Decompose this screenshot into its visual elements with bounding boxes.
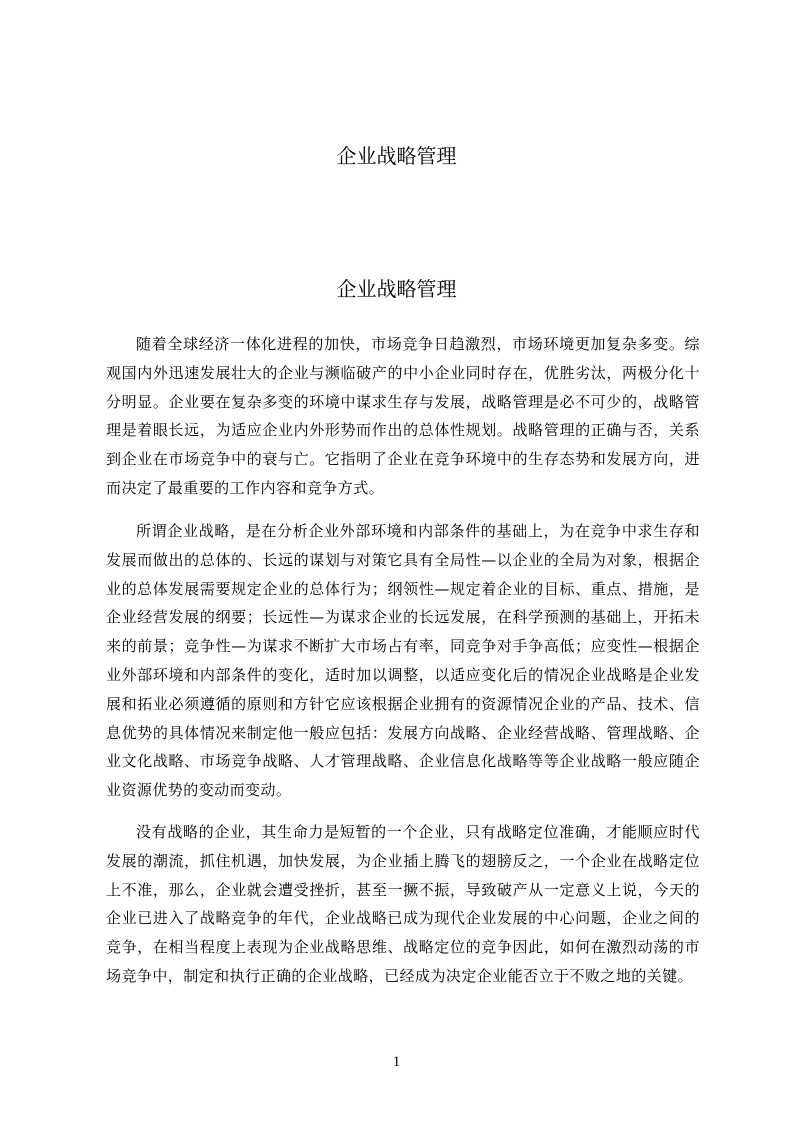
page-number: 1: [392, 1054, 401, 1070]
article-title: 企业战略管理: [336, 277, 457, 301]
body-paragraph-1: 随着全球经济一体化进程的加快，市场竞争日趋激烈，市场环境更加复杂多变。综观国内外迅速发展壮大的企业与濒临破产的中小企业同时存在，优胜劣汰，两极分化十分明显。企业要在复杂多变的环境中谋求生存与发展，战略管理是必不可少的，战略管理是着眼长远，为适应企业内外形势而作出的总体性规划。战略管理的正确与否，关系到企业在市场竞争中的衰与亡。它指明了企业在竞争环境中的生存态势和发展方向，进而决定了最重要的工作内容和竞争方式。: [106, 335, 700, 497]
document-title: 企业战略管理: [336, 144, 457, 168]
body-paragraph-3: 没有战略的企业，其生命力是短暂的一个企业，只有战略定位准确，才能顺应时代发展的潮流，抓住机遇，加快发展，为企业插上腾飞的翅膀反之，一个企业在战略定位上不准，那么，企业就会遭受挫折，甚至一撅不振，导致破产从一定意义上说，今天的企业已进入了战略竞争的年代，企业战略已成为现代企业发展的中心问题，企业之间的竞争，在相当程度上表现为企业战略思维、战略定位的竞争因此，如何在激烈动荡的市场竞争中，制定和执行正确的企业战略，已经成为决定企业能否立于不败之地的关键。: [106, 823, 700, 985]
body-paragraph-2: 所谓企业战略，是在分析企业外部环境和内部条件的基础上，为在竞争中求生存和发展而做出的总体的、长远的谋划与对策它具有全局性—以企业的全局为对象，根据企业的总体发展需要规定企业的总体行为；纲领性—规定着企业的目标、重点、措施，是企业经营发展的纲要；长远性—为谋求企业的长远发展，在科学预测的基础上，开拓未来的前景；竞争性—为谋求不断扩大市场占有率，同竞争对手争高低；应变性—根据企业外部环境和内部条件的变化，适时加以调整，以适应变化后的情况企业战略是企业发展和拓业必须遵循的原则和方针它应该根据企业拥有的资源情况企业的产品、技术、信息优势的具体情况来制定他一般应包括：发展方向战略、企业经营战略、管理战略、企业文化战略、市场竞争战略、人才管理战略、企业信息化战略等等企业战略一般应随企业资源优势的变动而变动。: [106, 522, 700, 800]
